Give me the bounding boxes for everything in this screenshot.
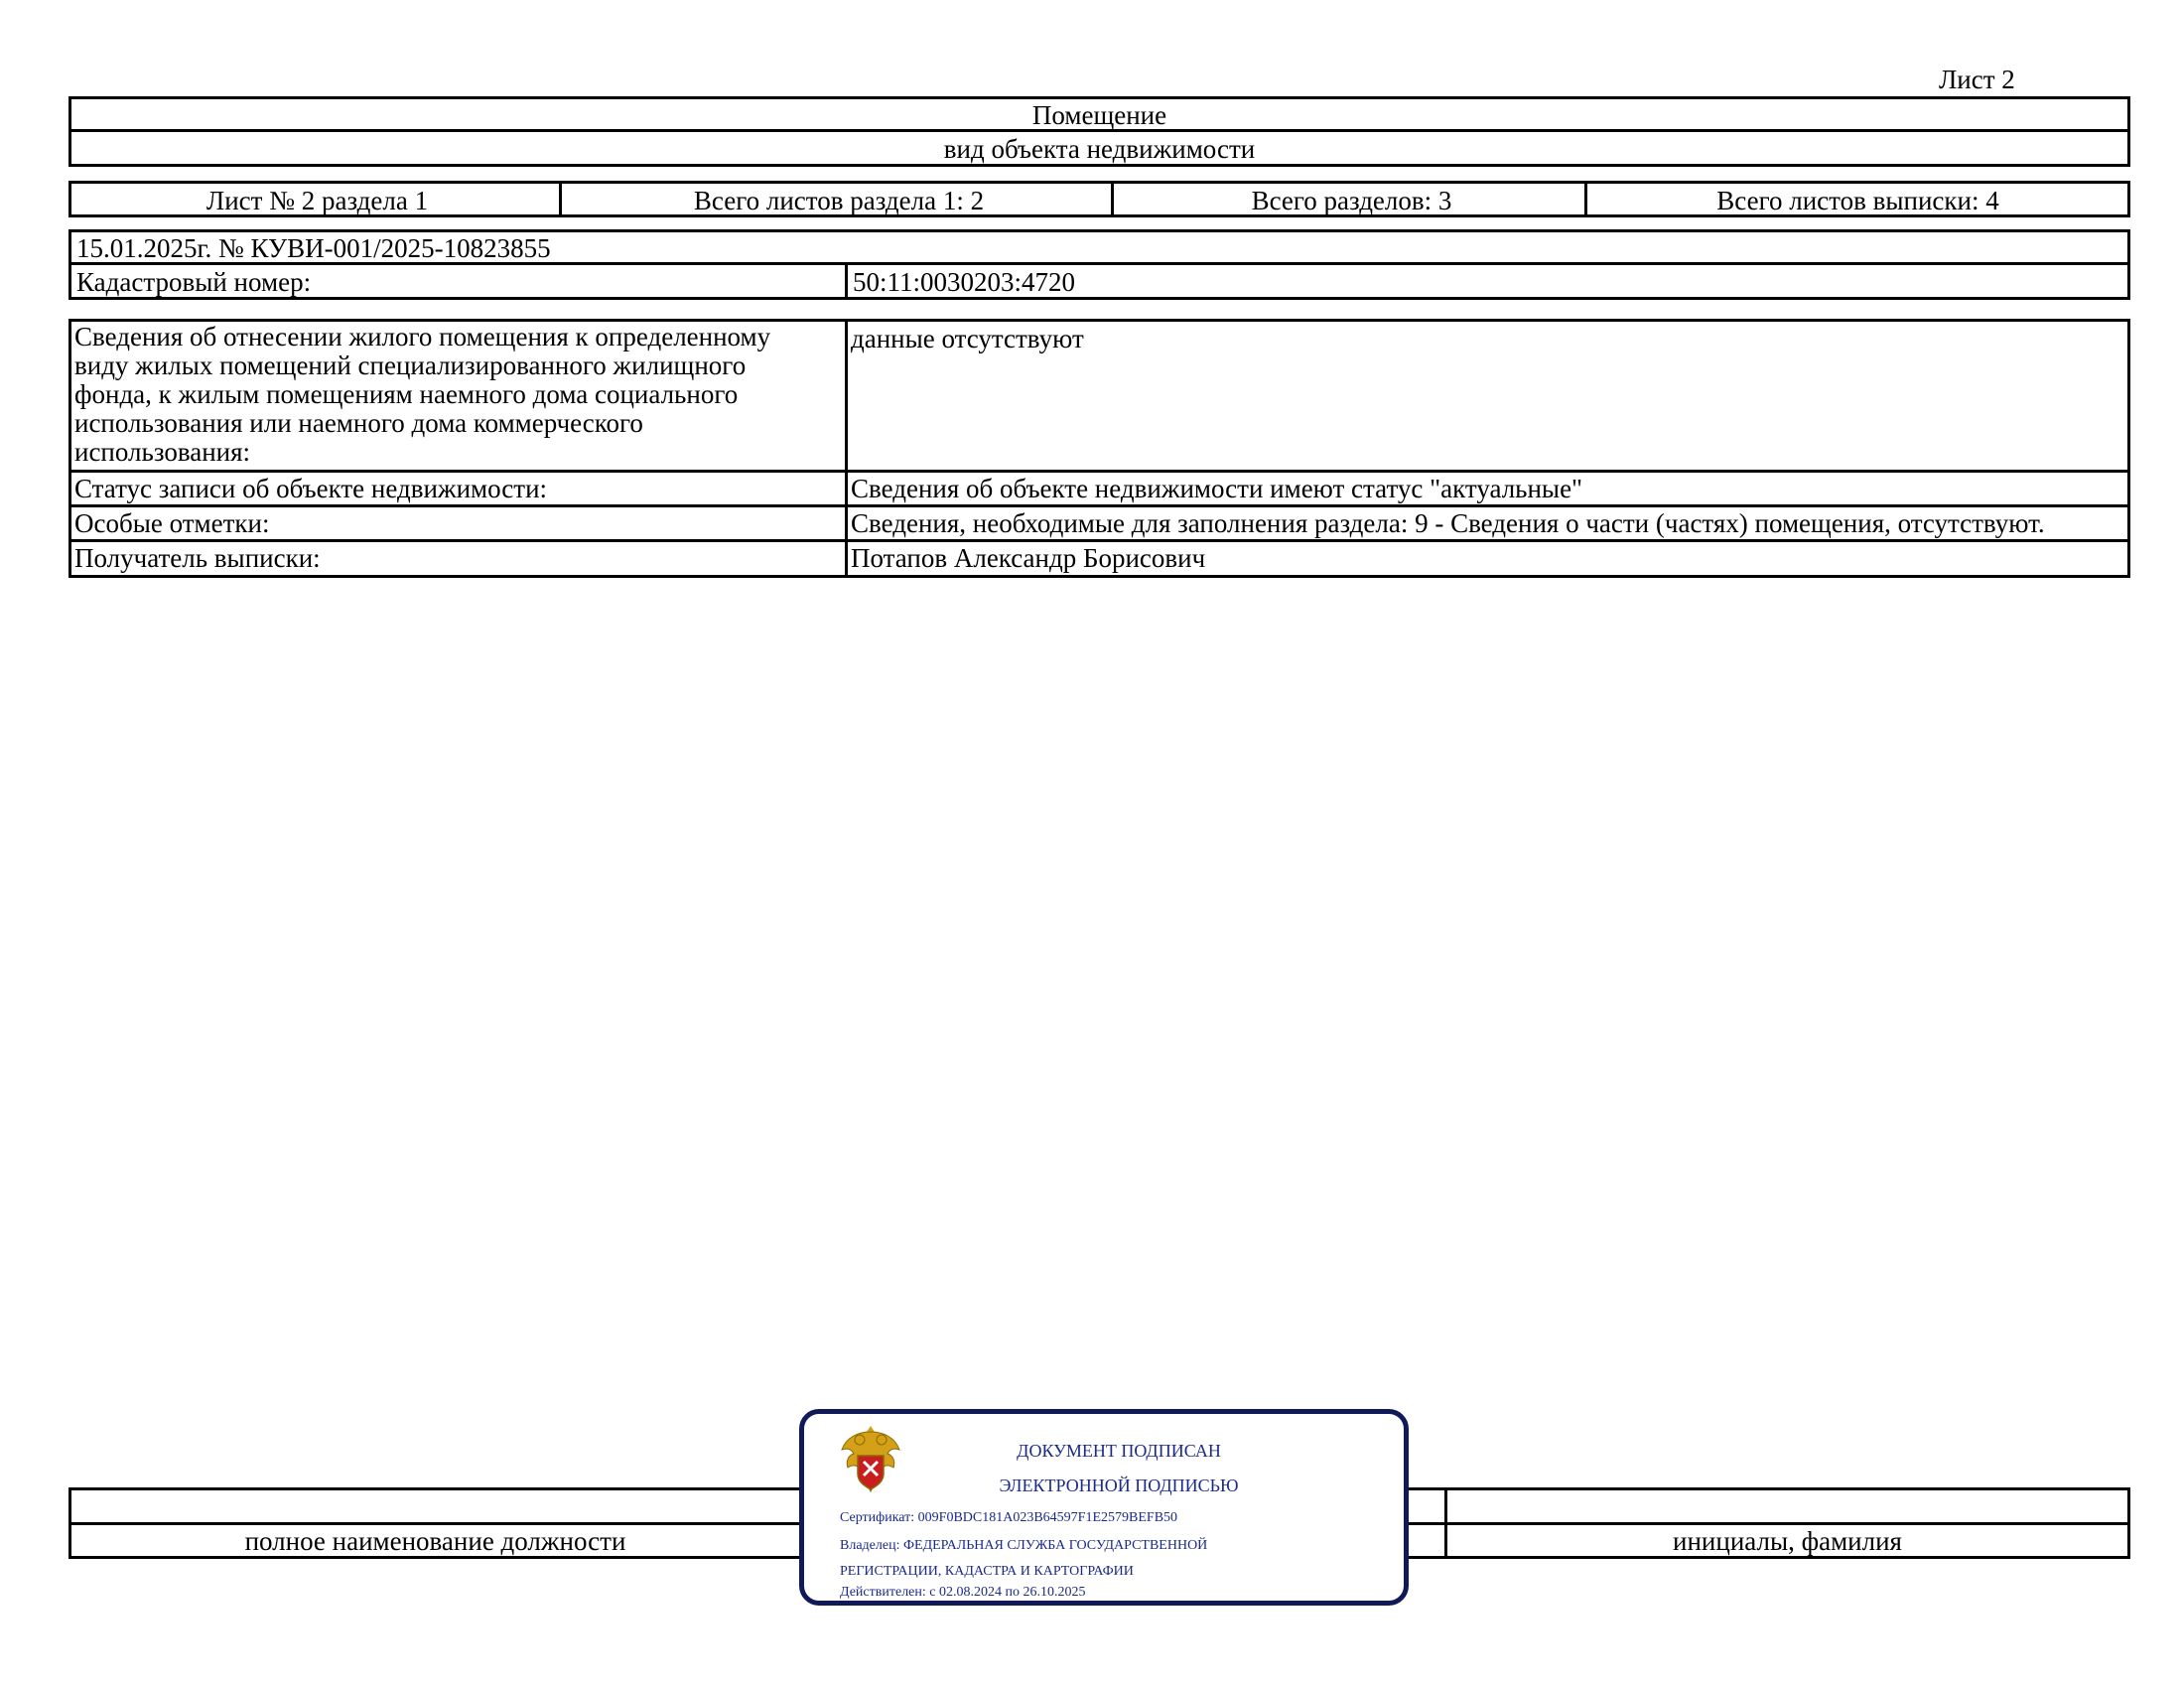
housing-label-line: Сведения об отнесении жилого помещения к определенному	[74, 322, 771, 352]
object-type-cell	[68, 96, 2130, 132]
electronic-signature-stamp	[799, 1409, 1409, 1606]
divider	[1584, 181, 1587, 217]
total-sheets-section: Всего листов раздела 1: 2	[693, 186, 985, 215]
object-type-caption-cell	[68, 129, 2130, 167]
document-date-number: 15.01.2025г. № КУВИ-001/2025-10823855	[76, 233, 551, 263]
divider	[845, 262, 848, 300]
housing-value: данные отсутствуют	[851, 324, 1084, 353]
name-caption: инициалы, фамилия	[1673, 1526, 1902, 1556]
object-type-caption: вид объекта недвижимости	[943, 134, 1256, 164]
housing-label-line: использования или наемного дома коммерческого	[74, 408, 643, 438]
status-label: Статус записи об объекте недвижимости:	[74, 474, 548, 503]
stamp-owner-line-2: РЕГИСТРАЦИИ, КАДАСТРА И КАРТОГРАФИИ	[840, 1564, 1134, 1579]
stamp-line-2: ЭЛЕКТРОННОЙ ПОДПИСЬЮ	[999, 1476, 1239, 1495]
housing-label-line: виду жилых помещений специализированного жилищного	[74, 351, 747, 380]
stamp-owner-line-1: Владелец: ФЕДЕРАЛЬНАЯ СЛУЖБА ГОСУДАРСТВЕННОЙ	[840, 1538, 1208, 1553]
sheet-info-row	[68, 181, 2130, 217]
housing-label	[74, 323, 770, 467]
divider	[559, 181, 562, 217]
stamp-certificate: Сертификат: 009F0BDC181A023B64597F1E2579BEFB50	[840, 1510, 1178, 1525]
total-sheets-extract: Всего листов выписки: 4	[1716, 186, 1999, 215]
cadastral-value: 50:11:0030203:4720	[853, 267, 1076, 297]
document-number-cell	[68, 229, 2130, 265]
notes-label: Особые отметки:	[74, 508, 270, 538]
position-caption: полное наименование должности	[244, 1526, 626, 1556]
cadastral-label: Кадастровый номер:	[76, 267, 312, 297]
object-type: Помещение	[1031, 100, 1167, 130]
divider	[1111, 181, 1114, 217]
stamp-validity: Действителен: с 02.08.2024 по 26.10.2025	[840, 1585, 1086, 1600]
cadastral-row	[68, 262, 2130, 300]
housing-label-line: использования:	[74, 437, 251, 467]
status-value: Сведения об объекте недвижимости имеют статус "актуальные"	[851, 474, 1583, 503]
total-sections: Всего разделов: 3	[1251, 186, 1452, 215]
recipient-value: Потапов Александр Борисович	[851, 543, 1206, 573]
sheet-number: Лист № 2 раздела 1	[205, 186, 429, 215]
recipient-label: Получатель выписки:	[74, 543, 321, 573]
notes-value: Сведения, необходимые для заполнения раздела: 9 - Сведения о части (частях) помещения, отсутствуют.	[851, 508, 2045, 538]
stamp-line-1: ДОКУМЕНТ ПОДПИСАН	[1017, 1441, 1221, 1461]
page-label: Лист 2	[1939, 65, 2015, 94]
housing-label-line: фонда, к жилым помещениям наемного дома социального	[74, 379, 739, 409]
